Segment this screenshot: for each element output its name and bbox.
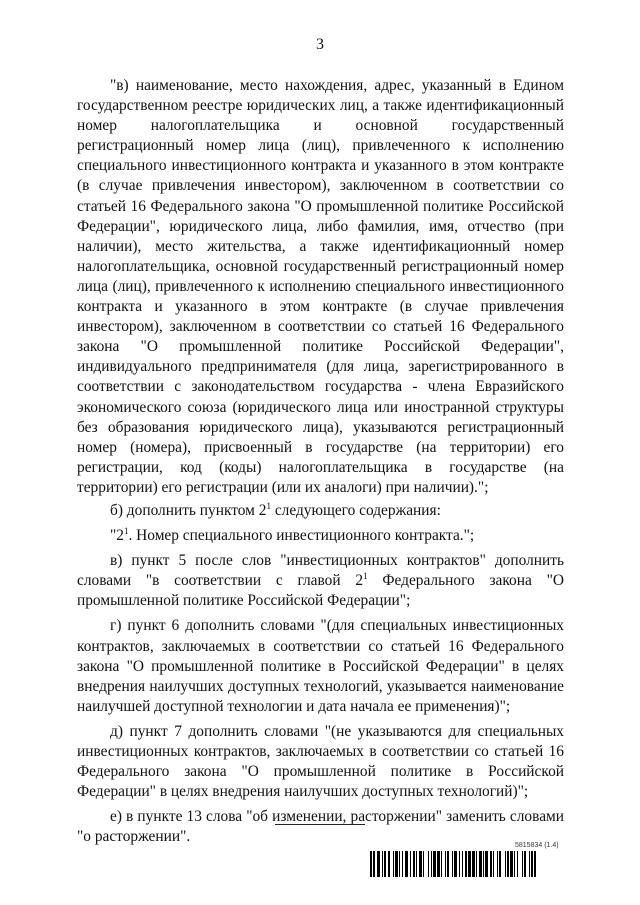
barcode-bar: [413, 851, 415, 877]
paragraph-new-item-text-end: . Номер специального инвестиционного контракта.";: [128, 527, 475, 545]
barcode-bar: [395, 851, 397, 877]
paragraph-e: е) в пункте 13 слова "об изменении, расторжении" заменить словами "о расторжении".: [77, 808, 564, 846]
barcode-bar: [454, 851, 457, 877]
paragraph-b-superscript: 1: [266, 500, 271, 511]
barcode-bar: [410, 851, 411, 877]
barcode-bar: [441, 851, 442, 877]
barcode-bar: [459, 851, 460, 877]
paragraph-b-text-end: следующего содержания:: [270, 501, 441, 519]
end-rule: [275, 824, 365, 825]
barcode-bar: [507, 851, 509, 877]
barcode-bar: [499, 851, 501, 877]
barcode-bar: [497, 851, 498, 877]
paragraph-b-text-start: б) дополнить пунктом 2: [110, 501, 267, 519]
paragraph-v2-text-start: в) пункт 5 после слов "инвестиционных контрактов" дополнить словами "в соответствии с главой 2: [77, 552, 564, 590]
paragraph-g: г) пункт 6 дополнить словами "(для специальных инвестиционных контрактов, заключаемых в соответствии со статьей 16 Федерального закона "О промышленной политике в Российской Федерации" в целях внедрения наилучших доступных технологий, указывается наименование наилучшей доступной технологии и дата начала ее применения)";: [77, 617, 564, 715]
barcode-bar: [393, 851, 394, 877]
barcode-bar: [524, 851, 526, 877]
barcode-bar: [493, 851, 494, 877]
page-number: 3: [316, 36, 324, 53]
paragraph-v2: [77, 551, 564, 611]
barcode-bar: [472, 851, 474, 877]
barcode-bar: [428, 851, 429, 877]
document-body: [77, 76, 564, 852]
barcode-bar: [514, 851, 515, 877]
barcode-bar: [490, 851, 492, 877]
paragraph-v: "в) наименование, место нахождения, адрес, указанный в Едином государственном реестре юридических лиц, а также идентификационный номер налогоплательщика и основной государственный регистрационный номер лица (лиц), привлеченного к исполнению специального инвестиционного контракта и указанного в этом контракте (в случае привлечения инвестором), заключенном в соответствии со статьей 16 Федерального закона "О промышленной политике Российской Федерации", юридического лица, либо фамилия, имя, отчество (при наличии), место жительства, а также идентификационный номер налогоплательщика, основной государственный регистрационный номер лица (лиц), привлеченного к исполнению специального инвестиционного контракта и указанного в этом контракте (в случае привлечения инвестором), заключенном в соответствии со статьей 16 Федерального закона "О промышленной политике Российской Федерации", индивидуального предпринимателя (для лица, зарегистрированного в соответствии с законодательством государства - члена Евразийского экономического союза (юридического лица или иностранной структуры без образования юридического лица), указываются регистрационный номер (номера), присвоенный в государстве (на территории) его регистрации, код (коды) налогоплательщика в государстве (на территории) его регистрации (или их аналоги) при наличии).";: [77, 77, 564, 496]
barcode-bar: [479, 851, 481, 877]
barcode-bar: [529, 851, 530, 877]
barcode-bar: [384, 851, 386, 877]
barcode-bar: [437, 851, 440, 877]
paragraph-new-item-text-start: "2: [110, 527, 124, 545]
barcode-bar: [468, 851, 471, 877]
barcode-bar: [377, 851, 380, 877]
barcode-bar: [485, 851, 488, 877]
barcode-bar: [531, 851, 533, 877]
barcode-bar: [517, 851, 518, 877]
barcode-bar: [447, 851, 449, 877]
barcode-bar: [423, 851, 424, 877]
barcode-bar: [433, 851, 435, 877]
barcode-bar: [445, 851, 446, 877]
paragraph-new-item: [77, 526, 564, 546]
barcode-bar: [431, 851, 432, 877]
paragraph-new-item-superscript: 1: [123, 525, 129, 536]
barcode-bar: [399, 851, 400, 877]
barcode-bar: [505, 851, 506, 877]
barcode-bar: [483, 851, 484, 877]
barcode-bar: [416, 851, 417, 877]
barcode: [370, 851, 592, 877]
barcode-bar: [462, 851, 463, 877]
barcode-bar: [534, 851, 535, 877]
barcode-bar: [465, 851, 466, 877]
paragraph-b: [77, 501, 564, 521]
barcode-bar: [388, 851, 389, 877]
barcode-bar: [510, 851, 512, 877]
barcode-bar: [373, 851, 374, 877]
barcode-bar: [419, 851, 421, 877]
paragraph-v2-text-end: Федерального закона "О промышленной политике Российской Федерации";: [77, 572, 564, 610]
document-code: 5815834 (1.4): [515, 842, 559, 849]
paragraph-v2-superscript: 1: [363, 571, 368, 582]
paragraph-d: д) пункт 7 дополнить словами "(не указываются для специальных инвестиционных контрактов, заключаемых в соответствии со статьей 16 Федерального закона "О промышленной политике в Российской Федерации" в целях внедрения наилучших доступных технологий)";: [77, 722, 564, 801]
barcode-bar: [402, 851, 403, 877]
barcode-bar: [370, 851, 372, 877]
barcode-bar: [382, 851, 383, 877]
barcode-bar: [405, 851, 408, 877]
barcode-bar: [522, 851, 523, 877]
barcode-bar: [476, 851, 477, 877]
barcode-bar: [452, 851, 453, 877]
